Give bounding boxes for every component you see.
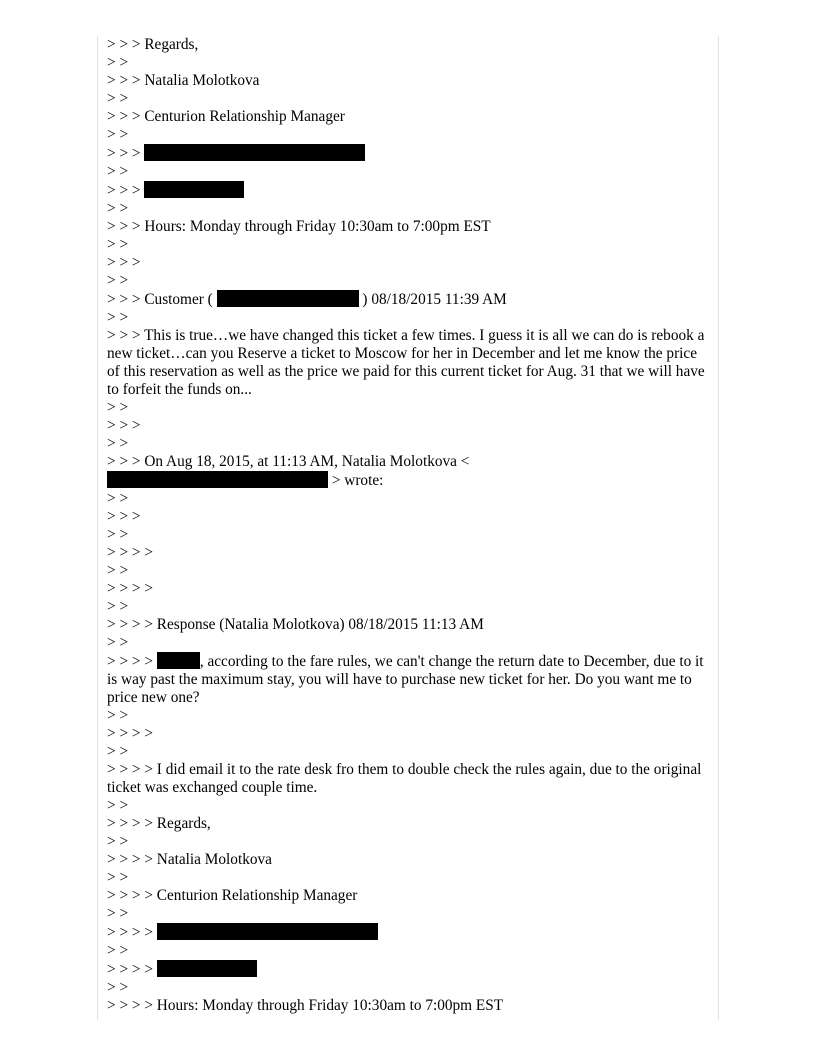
customer-message: > > > This is true…we have changed this ticket a few times. I guess it is all we can do is rebook a new ticket…can you Reserve a ticket to Moscow for her in December and let me know the price of this reservation as well as the price we paid for this current ticket for Aug. 31 that we will have to forfeit the funds on... — [107, 327, 709, 398]
text-line: > > > Natalia Molotkova — [107, 72, 260, 89]
quote-marker-line: > > — [107, 490, 129, 507]
quote-marker-line: > > — [107, 707, 129, 724]
quote-marker-line: > > > > — [107, 725, 153, 742]
quote-marker-line: > > — [107, 272, 129, 289]
customer-header-line — [107, 290, 705, 309]
customer-header-date: ) 08/18/2015 11:39 AM — [358, 291, 507, 308]
redacted-line — [107, 144, 705, 163]
quote-prefix: > > > — [107, 145, 145, 162]
quote-prefix: > > > > — [107, 924, 157, 941]
quote-marker-line: > > > > — [107, 580, 153, 597]
quote-marker-line: > > — [107, 598, 129, 615]
redaction-block — [144, 181, 244, 198]
redaction-block — [217, 290, 359, 307]
redaction-block — [107, 471, 328, 488]
quote-marker-line: > > — [107, 126, 129, 143]
redacted-line — [107, 923, 705, 942]
text-line: > > > Regards, — [107, 36, 199, 53]
quote-marker-line: > > > — [107, 508, 141, 525]
redaction-block — [144, 144, 365, 161]
quote-marker-line: > > — [107, 54, 129, 71]
quote-prefix: > > > — [107, 182, 145, 199]
redacted-line — [107, 960, 705, 979]
quote-marker-line: > > > — [107, 254, 141, 271]
redaction-block — [157, 960, 257, 977]
text-line: > > > > Regards, — [107, 815, 211, 832]
quote-marker-line: > > — [107, 905, 129, 922]
quote-marker-line: > > — [107, 163, 129, 180]
quote-marker-line: > > — [107, 90, 129, 107]
quote-marker-line: > > — [107, 979, 129, 996]
quote-marker-line: > > — [107, 743, 129, 760]
text-line: > > > > Hours: Monday through Friday 10:30am to 7:00pm EST — [107, 997, 504, 1014]
quote-marker-line: > > — [107, 399, 129, 416]
quote-marker-line: > > — [107, 833, 129, 850]
text-line: > > > Centurion Relationship Manager — [107, 108, 345, 125]
redacted-line — [107, 471, 705, 490]
quote-marker-line: > > — [107, 309, 129, 326]
reply-header-line: > > > On Aug 18, 2015, at 11:13 AM, Natalia Molotkova < — [107, 453, 470, 470]
page-border-right — [718, 36, 719, 1020]
quote-marker-line: > > > > — [107, 544, 153, 561]
redacted-line — [107, 181, 705, 200]
quote-marker-line: > > — [107, 869, 129, 886]
quote-marker-line: > > — [107, 526, 129, 543]
quote-prefix: > > > > — [107, 961, 157, 978]
quote-marker-line: > > — [107, 236, 129, 253]
quote-marker-line: > > — [107, 562, 129, 579]
text-line: > > > > Natalia Molotkova — [107, 851, 272, 868]
text-line: > > > > Centurion Relationship Manager — [107, 887, 358, 904]
quote-marker-line: > > — [107, 942, 129, 959]
quote-marker-line: > > — [107, 797, 129, 814]
email-thread-body — [107, 36, 709, 1015]
quote-prefix: > > > > — [107, 653, 157, 670]
quote-marker-line: > > > — [107, 417, 141, 434]
page-border-left — [97, 36, 98, 1020]
customer-header-prefix: > > > Customer ( — [107, 291, 217, 308]
redaction-block — [157, 652, 200, 669]
response-message — [107, 652, 708, 707]
response-header-line: > > > > Response (Natalia Molotkova) 08/18/2015 11:13 AM — [107, 616, 484, 633]
text-line: > > > Hours: Monday through Friday 10:30am to 7:00pm EST — [107, 218, 491, 235]
redaction-block — [157, 923, 378, 940]
quote-marker-line: > > — [107, 634, 129, 651]
response-message-text: , according to the fare rules, we can't change the return date to December, due to it is way past the maximum stay, you will have to purchase new ticket for her. Do you want me to price new one? — [107, 653, 708, 706]
response-followup: > > > > I did email it to the rate desk fro them to double check the rules again, due to the original ticket was exchanged couple time. — [107, 761, 706, 796]
reply-header-wrote: > wrote: — [328, 472, 384, 489]
quote-marker-line: > > — [107, 200, 129, 217]
quote-marker-line: > > — [107, 435, 129, 452]
